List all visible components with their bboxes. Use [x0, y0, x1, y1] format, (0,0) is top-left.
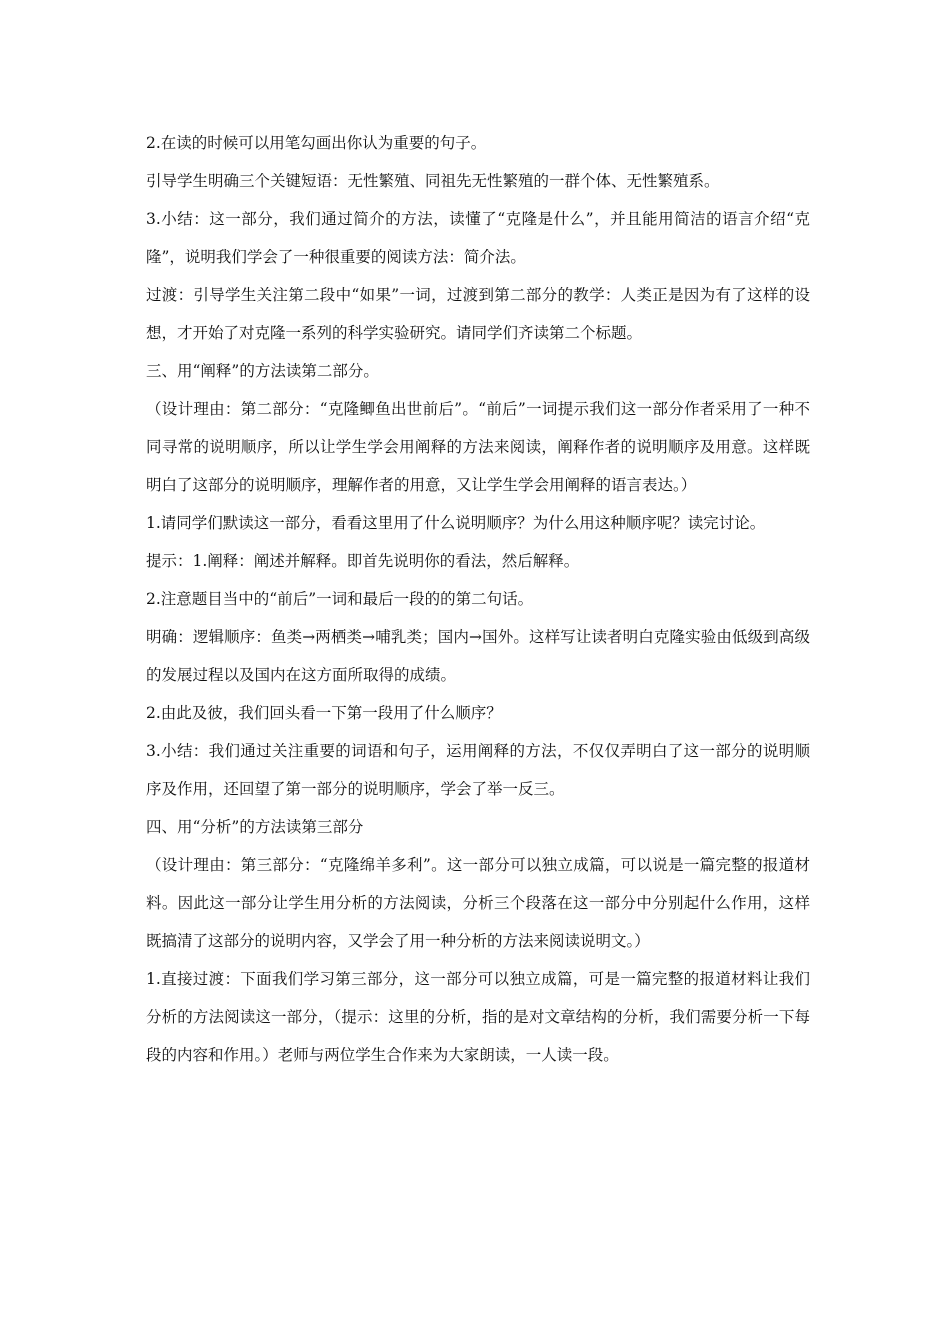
section-heading-4: 四、用“分析”的方法读第三部分: [146, 818, 364, 836]
paragraph-2: 引导学生明确三个关键短语：无性繁殖、同祖先无性繁殖的一群个体、无性繁殖系。: [146, 172, 720, 190]
paragraph-10: 明确：逻辑顺序：鱼类→两栖类→哺乳类；国内→国外。这样写让读者明白克隆实验由低级到高级的发展过程以及国内在这方面所取得的成绩。: [146, 628, 810, 684]
paragraph-15: 1.直接过渡：下面我们学习第三部分，这一部分可以独立成篇，可是一篇完整的报道材料让我们分析的方法阅读这一部分，（提示：这里的分析，指的是对文章结构的分析，我们需要分析一下每段的内容和作用。）老师与两位学生合作来为大家朗读，一人读一段。: [146, 970, 810, 1064]
paragraph-9: 2.注意题目当中的“前后”一词和最后一段的的第二句话。: [146, 590, 534, 608]
paragraph-11: 2.由此及彼，我们回头看一下第一段用了什么顺序？: [146, 704, 502, 722]
document-body: [146, 124, 810, 1074]
paragraph-6: （设计理由：第二部分：“克隆鲫鱼出世前后”。“前后”一词提示我们这一部分作者采用了一种不同寻常的说明顺序，所以让学生学会用阐释的方法来阅读，阐释作者的说明顺序及用意。这样既明白了这部分的说明顺序，理解作者的用意，又让学生学会用阐释的语言表达。）: [146, 400, 810, 494]
paragraph-8: 提示：1.阐释：阐述并解释。即首先说明你的看法，然后解释。: [146, 552, 580, 570]
paragraph-4: 过渡：引导学生关注第二段中“如果”一词，过渡到第二部分的教学：人类正是因为有了这样的设想，才开始了对克隆一系列的科学实验研究。请同学们齐读第二个标题。: [146, 286, 810, 342]
paragraph-14: （设计理由：第三部分：“克隆绵羊多利”。这一部分可以独立成篇，可以说是一篇完整的报道材料。因此这一部分让学生用分析的方法阅读，分析三个段落在这一部分中分别起什么作用，这样既搞清了这部分的说明内容，又学会了用一种分析的方法来阅读说明文。）: [146, 856, 810, 950]
paragraph-1: 2.在读的时候可以用笔勾画出你认为重要的句子。: [146, 134, 487, 152]
paragraph-12: 3.小结：我们通过关注重要的词语和句子，运用阐释的方法，不仅仅弄明白了这一部分的说明顺序及作用，还回望了第一部分的说明顺序，学会了举一反三。: [146, 742, 810, 798]
section-heading-3: 三、用“阐释”的方法读第二部分。: [146, 362, 379, 380]
paragraph-7: 1.请同学们默读这一部分，看看这里用了什么说明顺序？为什么用这种顺序呢？读完讨论。: [146, 514, 766, 532]
paragraph-3: 3.小结：这一部分，我们通过简介的方法，读懂了“克隆是什么”，并且能用简洁的语言介绍“克隆”，说明我们学会了一种很重要的阅读方法：简介法。: [146, 210, 810, 266]
